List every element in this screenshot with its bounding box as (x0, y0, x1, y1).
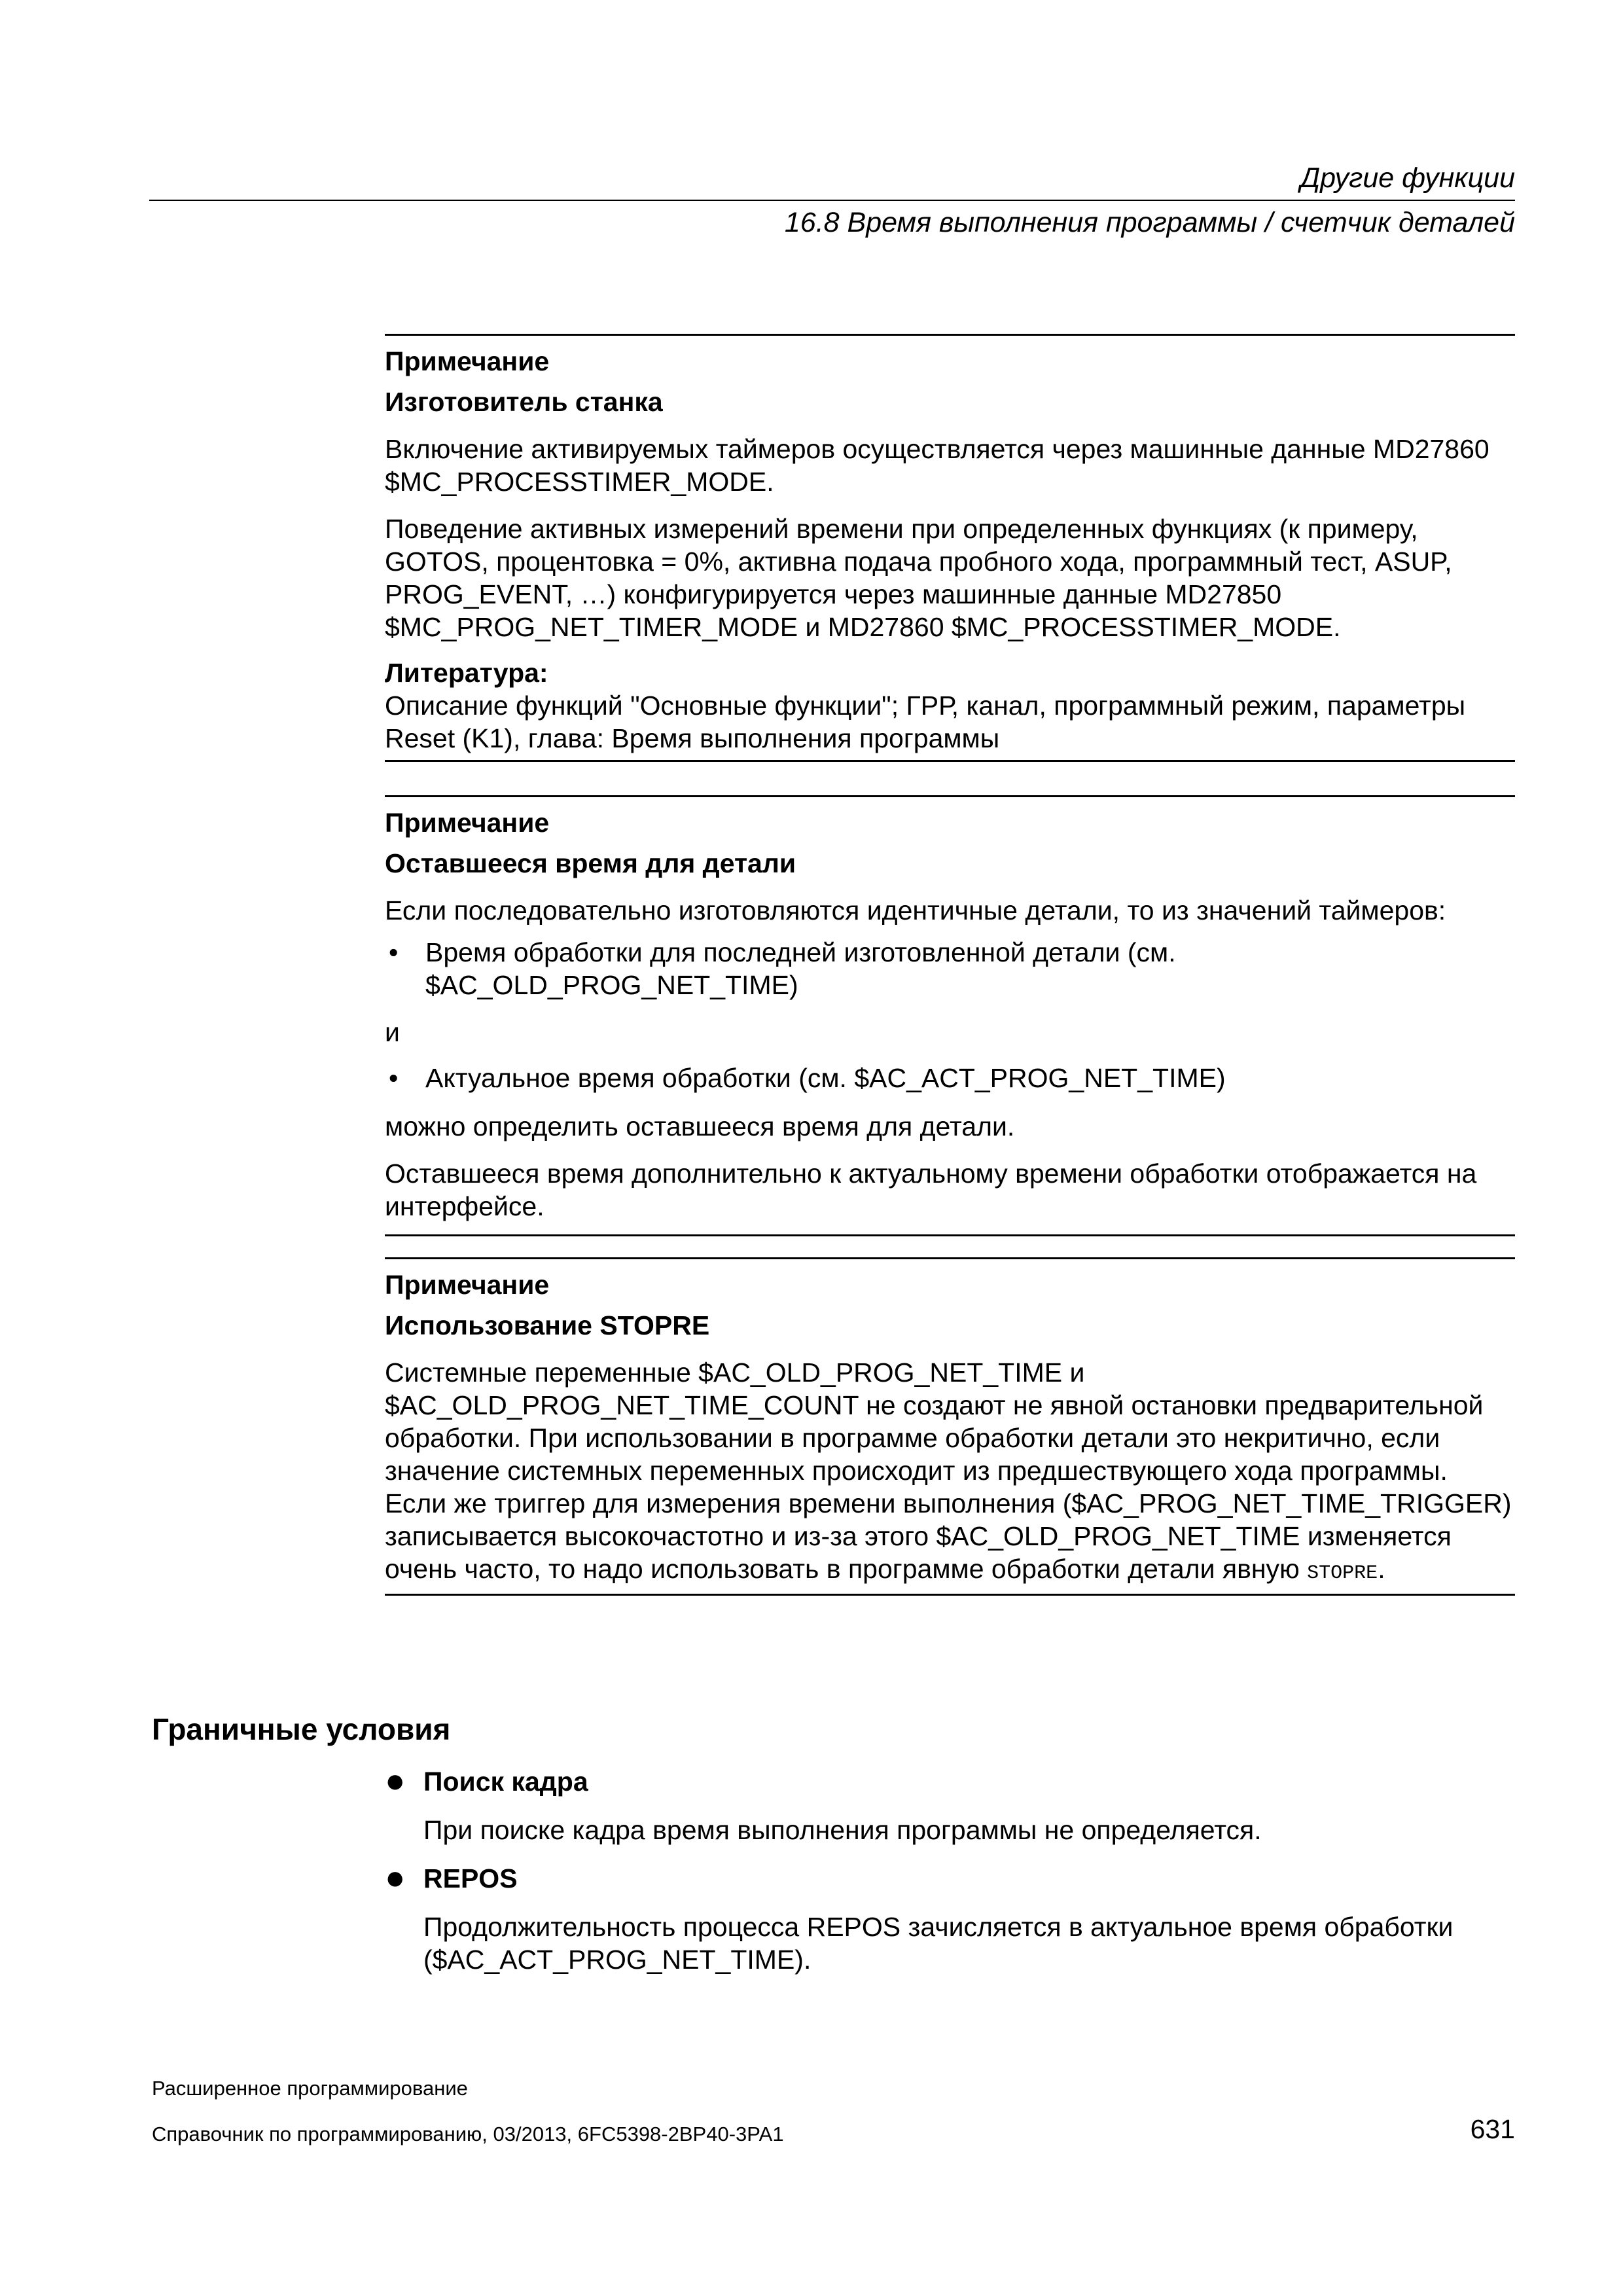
footer-manual-info: Справочник по программированию, 03/2013, 6FC5398-2BP40-3PA1 (152, 2123, 784, 2145)
note-paragraph: Включение активируемых таймеров осуществляется через машинные данные MD27860 $MC_PROCESSTIMER_MODE. (385, 434, 1489, 497)
note-rule-top (385, 334, 1515, 336)
list-item-text: Актуальное время обработки (см. $AC_ACT_PROG_NET_TIME) (425, 1063, 1226, 1093)
note-rule-bottom (385, 1594, 1515, 1596)
condition-title-text: Поиск кадра (423, 1767, 588, 1797)
note-rule-bottom (385, 1234, 1515, 1236)
section-heading: Граничные условия (152, 1712, 451, 1746)
condition-title-text: REPOS (423, 1863, 518, 1893)
page-number: 631 (1470, 2114, 1515, 2144)
stopre-code: STOPRE (1307, 1562, 1378, 1585)
note-intro: Если последовательно изготовляются идентичные детали, то из значений таймеров: (385, 895, 1446, 925)
note-connector: и (385, 1017, 400, 1047)
note-text-end: . (1378, 1554, 1385, 1584)
note-title: Примечание (385, 1270, 550, 1300)
note-title: Примечание (385, 346, 550, 376)
bullet-marker: ● (385, 1859, 406, 1897)
bullet-marker: • (389, 937, 399, 967)
list-item-text: Время обработки для последней изготовленной детали (см. $AC_OLD_PROG_NET_TIME) (425, 937, 1176, 1000)
footer-book-title: Расширенное программирование (152, 2077, 468, 2100)
condition-block-search (385, 1762, 1515, 1846)
note-stopre-usage (385, 1257, 1515, 1596)
chapter-title: Другие функции (1300, 162, 1515, 194)
literature-title: Литература: (385, 658, 548, 688)
condition-title (385, 1859, 1515, 1897)
note-paragraph: Поведение активных измерений времени при определенных функциях (к примеру, GOTOS, процентовка = 0%, активна подача пробного хода, программный тест, ASUP, PROG_EVENT, …) конфигурируется через машинные данные MD27850 $MC_PROG_NET_TIMER_MODE и MD27860 $MC_PROCESSTIMER_MODE. (385, 514, 1452, 642)
note-machine-manufacturer (385, 334, 1515, 762)
note-paragraph: можно определить оставшееся время для детали. (385, 1111, 1015, 1141)
note-paragraph (385, 1356, 1515, 1590)
note-title: Примечание (385, 808, 550, 838)
condition-title (385, 1762, 1515, 1800)
section-title: 16.8 Время выполнения программы / счетчик деталей (784, 207, 1515, 238)
list-item (385, 1062, 1515, 1094)
condition-text: При поиске кадра время выполнения программы не определяется. (423, 1815, 1262, 1845)
note-subtitle: Изготовитель станка (385, 387, 663, 417)
note-remaining-time (385, 795, 1515, 1236)
note-subtitle: Оставшееся время для детали (385, 848, 796, 878)
note-subtitle: Использование STOPRE (385, 1310, 710, 1340)
note-rule-bottom (385, 760, 1515, 762)
bullet-marker: ● (385, 1762, 406, 1800)
condition-repos (385, 1859, 1515, 1976)
header-rule (149, 200, 1515, 201)
note-paragraph: Оставшееся время дополнительно к актуальному времени обработки отображается на интерфейсе. (385, 1158, 1477, 1221)
note-rule-top (385, 795, 1515, 797)
condition-text: Продолжительность процесса REPOS зачисляется в актуальное время обработки ($AC_ACT_PROG_NET_TIME). (423, 1912, 1454, 1975)
note-rule-top (385, 1257, 1515, 1259)
list-item (385, 936, 1515, 1001)
bullet-marker: • (389, 1063, 399, 1093)
note-text: Системные переменные $AC_OLD_PROG_NET_TIME и $AC_OLD_PROG_NET_TIME_COUNT не создают не явной остановки предварительной обработки. При использовании в программе обработки детали это некритично, если значение системных переменных происходит из предшествующего хода программы. Если же триггер для измерения времени выполнения ($AC_PROG_NET_TIME_TRIGGER) записывается высокочастотно и из-за этого $AC_OLD_PROG_NET_TIME изменяется очень часто, то надо использовать в программе обработки детали явную (385, 1357, 1512, 1584)
literature-text: Описание функций "Основные функции"; ГРР, канал, программный режим, параметры Reset (K1), глава: Время выполнения программы (385, 691, 1466, 753)
